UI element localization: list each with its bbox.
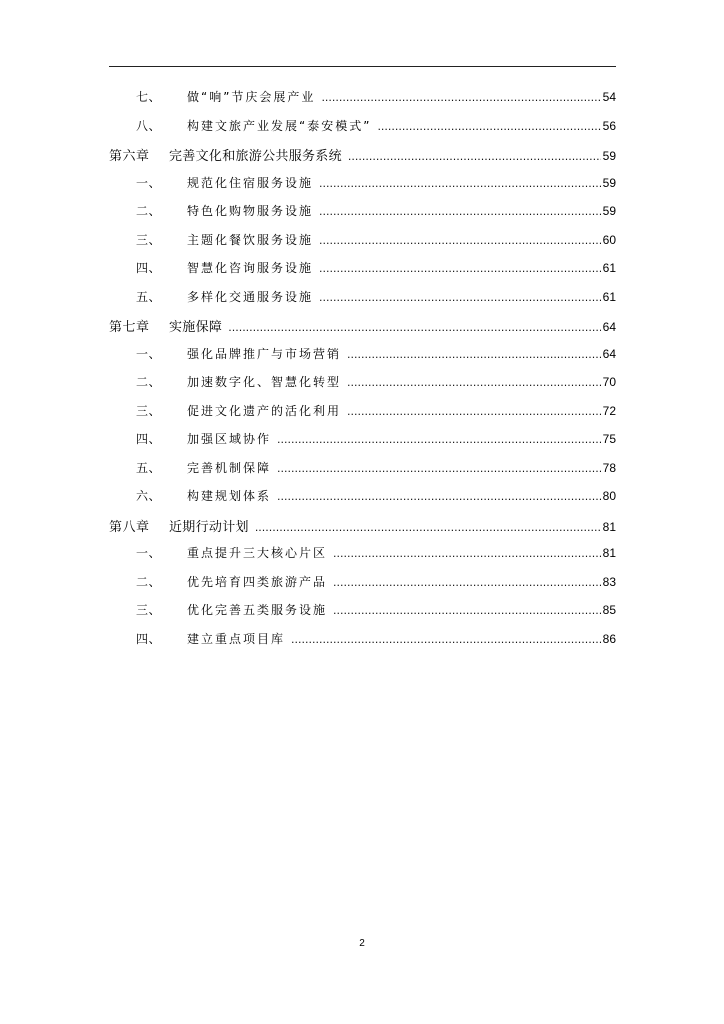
toc-entry-number: 第六章 (109, 149, 150, 164)
toc-page-number: 59 (602, 149, 616, 163)
toc-chapter-entry[interactable] (109, 516, 616, 545)
toc-dot-leader (321, 91, 600, 104)
toc-section-entry[interactable] (109, 174, 616, 203)
toc-page-number: 59 (602, 175, 616, 190)
toc-entry-number: 二、 (136, 375, 162, 389)
toc-entry-number: 五、 (136, 289, 162, 304)
toc-section-entry[interactable] (109, 288, 616, 317)
toc-dot-leader (277, 433, 601, 446)
toc-page-number: 75 (602, 432, 616, 446)
toc-entry-number: 二、 (136, 574, 162, 589)
toc-dot-leader (319, 234, 601, 247)
toc-page-number: 83 (602, 574, 616, 589)
toc-section-entry[interactable] (109, 373, 616, 402)
toc-entry-number: 三、 (136, 603, 162, 617)
toc-entry-title: 加速数字化、智慧化转型 (187, 375, 342, 389)
toc-page-number: 61 (602, 261, 616, 275)
toc-page-number: 78 (602, 460, 616, 475)
toc-entry-title: 促进文化遗产的活化利用 (187, 403, 342, 418)
toc-entry-number: 四、 (136, 261, 162, 275)
toc-page-number: 64 (602, 346, 616, 361)
toc-entry-title: 构建文旅产业发展“泰安模式” (187, 118, 372, 133)
toc-entry-title: 智慧化咨询服务设施 (187, 261, 314, 275)
toc-entry-title: 实施保障 (169, 320, 223, 335)
toc-entry-title: 优先培育四类旅游产品 (187, 574, 328, 589)
toc-dot-leader (347, 348, 601, 361)
toc-page-number: 72 (602, 403, 616, 418)
toc-dot-leader (319, 291, 601, 304)
toc-page-number: 81 (602, 519, 616, 534)
toc-dot-leader (228, 321, 600, 334)
toc-entry-number: 一、 (136, 546, 162, 560)
toc-entry-title: 构建规划体系 (187, 489, 272, 503)
toc-page-number: 60 (602, 232, 616, 247)
toc-entry-title: 近期行动计划 (169, 519, 249, 535)
toc-section-entry[interactable] (109, 345, 616, 374)
toc-dot-leader (291, 633, 601, 646)
toc-entry-title: 加强区域协作 (187, 432, 272, 446)
toc-entry-number: 六、 (136, 489, 162, 503)
toc-entry-number: 三、 (136, 403, 162, 418)
toc-entry-number: 三、 (136, 232, 162, 247)
toc-entry-title: 完善文化和旅游公共服务系统 (169, 149, 342, 164)
toc-dot-leader (277, 490, 601, 503)
toc-dot-leader (319, 262, 601, 275)
toc-entry-number: 五、 (136, 460, 162, 475)
toc-page-number: 54 (602, 90, 616, 104)
toc-entry-title: 特色化购物服务设施 (187, 204, 314, 218)
toc-section-entry[interactable] (109, 573, 616, 602)
toc-dot-leader (333, 604, 601, 617)
toc-dot-leader (377, 120, 600, 133)
toc-page-number: 59 (602, 204, 616, 218)
toc-page-number: 81 (602, 546, 616, 560)
toc-entry-title: 做“响”节庆会展产业 (187, 90, 316, 104)
toc-page-number: 86 (602, 631, 616, 646)
toc-entry-number: 四、 (136, 631, 162, 646)
toc-section-entry[interactable] (109, 117, 616, 146)
toc-dot-leader (333, 547, 601, 560)
toc-page-number: 70 (602, 375, 616, 389)
toc-section-entry[interactable] (109, 544, 616, 573)
toc-dot-leader (348, 150, 601, 163)
toc-dot-leader (277, 462, 601, 475)
toc-section-entry[interactable] (109, 88, 616, 117)
toc-entry-number: 四、 (136, 432, 162, 446)
toc-section-entry[interactable] (109, 459, 616, 488)
toc-section-entry[interactable] (109, 202, 616, 231)
toc-section-entry[interactable] (109, 402, 616, 431)
toc-entry-number: 二、 (136, 204, 162, 218)
toc-dot-leader (255, 521, 601, 534)
toc-entry-title: 重点提升三大核心片区 (187, 546, 328, 560)
toc-entry-title: 多样化交通服务设施 (187, 289, 314, 304)
toc-dot-leader (347, 376, 601, 389)
toc-section-entry[interactable] (109, 630, 616, 659)
toc-entry-number: 八、 (136, 118, 162, 133)
toc-entry-number: 一、 (136, 175, 162, 190)
toc-dot-leader (319, 205, 601, 218)
header-rule (109, 66, 616, 67)
toc-entry-title: 优化完善五类服务设施 (187, 603, 328, 617)
toc-dot-leader (319, 177, 601, 190)
toc-section-entry[interactable] (109, 601, 616, 630)
table-of-contents (109, 88, 616, 658)
toc-page-number: 85 (602, 603, 616, 617)
toc-entry-number: 第七章 (109, 320, 150, 335)
toc-section-entry[interactable] (109, 231, 616, 260)
toc-dot-leader (347, 405, 601, 418)
toc-entry-number: 七、 (136, 90, 162, 104)
toc-chapter-entry[interactable] (109, 145, 616, 174)
toc-entry-number: 第八章 (109, 519, 150, 535)
toc-page-number: 64 (602, 320, 616, 334)
toc-entry-title: 强化品牌推广与市场营销 (187, 346, 342, 361)
toc-entry-title: 建立重点项目库 (187, 631, 286, 646)
toc-entry-number: 一、 (136, 346, 162, 361)
toc-page-number: 56 (602, 118, 616, 133)
toc-page-number: 80 (602, 489, 616, 503)
toc-dot-leader (333, 576, 601, 589)
toc-section-entry[interactable] (109, 259, 616, 288)
toc-chapter-entry[interactable] (109, 316, 616, 345)
toc-entry-title: 主题化餐饮服务设施 (187, 232, 314, 247)
toc-section-entry[interactable] (109, 487, 616, 516)
toc-page-number: 61 (602, 289, 616, 304)
page-number: 2 (359, 938, 365, 949)
toc-section-entry[interactable] (109, 430, 616, 459)
toc-entry-title: 规范化住宿服务设施 (187, 175, 314, 190)
toc-entry-title: 完善机制保障 (187, 460, 272, 475)
